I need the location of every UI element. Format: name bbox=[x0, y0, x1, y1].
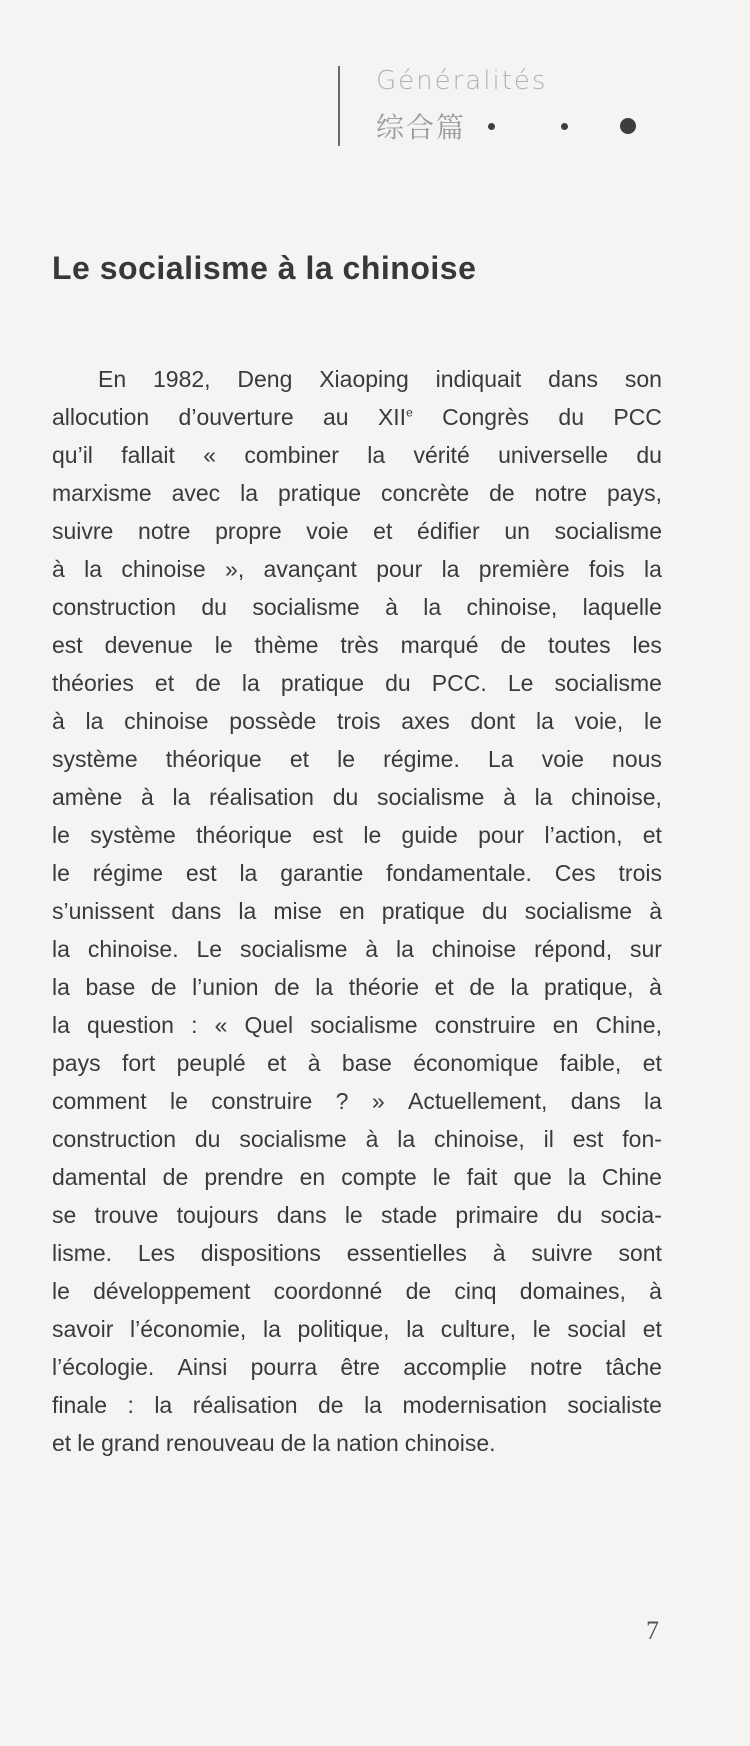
body-word: sont bbox=[618, 1240, 662, 1266]
body-word: édifier bbox=[417, 518, 480, 544]
body-word: faible, bbox=[559, 1050, 622, 1076]
body-word: socialisme bbox=[524, 898, 633, 924]
body-line bbox=[52, 1234, 662, 1272]
body-word: la bbox=[510, 974, 529, 1000]
body-word: à bbox=[649, 1278, 662, 1304]
body-word: Chine bbox=[601, 1164, 662, 1190]
body-word: laquelle bbox=[582, 594, 662, 620]
body-line bbox=[52, 360, 662, 398]
body-word: s’unissent bbox=[52, 898, 155, 924]
body-word: garantie bbox=[280, 860, 364, 886]
body-line bbox=[52, 892, 662, 930]
body-word: système bbox=[52, 746, 138, 772]
body-word: Xiaoping bbox=[319, 366, 409, 392]
body-word: avec bbox=[171, 480, 221, 506]
body-line bbox=[52, 474, 662, 512]
body-word: être bbox=[340, 1354, 380, 1380]
body-word: question bbox=[87, 1012, 174, 1038]
section-title-chinese: 综合篇 bbox=[376, 111, 467, 144]
body-word: concrète bbox=[380, 480, 470, 506]
article-title: Le socialisme à la chinoise bbox=[52, 250, 477, 286]
body-word: répond, bbox=[534, 936, 613, 962]
body-word: le bbox=[52, 1278, 70, 1304]
body-word: culture, bbox=[440, 1316, 517, 1342]
body-word: Quel bbox=[244, 1012, 294, 1038]
body-word: toujours bbox=[176, 1202, 259, 1228]
body-line bbox=[52, 626, 662, 664]
body-word: socialisme bbox=[376, 784, 485, 810]
body-word: socialisme bbox=[310, 1012, 418, 1038]
body-word: modernisation bbox=[402, 1392, 547, 1418]
body-word: fon- bbox=[622, 1126, 662, 1152]
body-word: la bbox=[643, 556, 662, 582]
body-word: et bbox=[642, 1050, 662, 1076]
body-word: d’ouverture bbox=[178, 404, 294, 430]
body-word: de bbox=[500, 632, 527, 658]
body-word: de bbox=[162, 1164, 189, 1190]
body-word: le bbox=[643, 708, 662, 734]
page-number: 7 bbox=[646, 1616, 659, 1645]
body-word: politique, bbox=[297, 1316, 390, 1342]
body-word: la bbox=[172, 784, 191, 810]
body-word: du bbox=[558, 404, 584, 430]
body-word: Chine, bbox=[595, 1012, 662, 1038]
body-line bbox=[52, 1348, 662, 1386]
body-word: marxisme bbox=[52, 480, 152, 506]
body-word: et bbox=[289, 746, 309, 772]
body-word: chinoise. bbox=[404, 1430, 496, 1456]
body-word: à bbox=[503, 784, 516, 810]
body-word: domaines, bbox=[519, 1278, 626, 1304]
body-word: l’union bbox=[192, 974, 259, 1000]
body-word: », bbox=[225, 556, 245, 582]
body-line bbox=[52, 550, 662, 588]
body-word: comment bbox=[52, 1088, 147, 1114]
body-word: mise bbox=[273, 898, 322, 924]
body-line bbox=[52, 1120, 662, 1158]
body-line bbox=[52, 968, 662, 1006]
large-dot-icon bbox=[620, 118, 636, 134]
body-word: allocution bbox=[52, 404, 150, 430]
body-word: de bbox=[150, 974, 177, 1000]
body-word: chinoise, bbox=[433, 1126, 525, 1152]
body-word: socia- bbox=[600, 1202, 662, 1228]
body-word: avançant bbox=[263, 556, 357, 582]
body-word: voie bbox=[306, 518, 349, 544]
body-word: : bbox=[191, 1012, 198, 1038]
body-word: dispositions bbox=[200, 1240, 321, 1266]
body-word: la bbox=[52, 974, 70, 1000]
body-word: son bbox=[624, 366, 662, 392]
body-word: la bbox=[312, 1430, 331, 1456]
body-word: dans bbox=[548, 366, 598, 392]
body-word: essentielles bbox=[346, 1240, 467, 1266]
body-word: en bbox=[299, 1164, 326, 1190]
body-word: la bbox=[239, 860, 258, 886]
body-word: construire bbox=[434, 1012, 536, 1038]
body-word: à bbox=[141, 784, 154, 810]
body-word: propre bbox=[215, 518, 282, 544]
body-word: le bbox=[214, 632, 233, 658]
body-word: la bbox=[52, 1012, 70, 1038]
body-word: tâche bbox=[605, 1354, 662, 1380]
body-word: économique bbox=[413, 1050, 539, 1076]
body-word: fait bbox=[466, 1164, 498, 1190]
body-word: Ainsi bbox=[177, 1354, 228, 1380]
body-word: théorique bbox=[165, 746, 262, 772]
body-line bbox=[52, 1044, 662, 1082]
body-word: : bbox=[127, 1392, 134, 1418]
body-word: le bbox=[169, 1088, 188, 1114]
body-word: XIIe bbox=[377, 404, 413, 430]
body-word: socialiste bbox=[567, 1392, 662, 1418]
body-word: construire bbox=[211, 1088, 313, 1114]
body-word: la bbox=[567, 1164, 586, 1190]
body-line bbox=[52, 740, 662, 778]
body-word: régime bbox=[92, 860, 164, 886]
body-word: socialisme bbox=[252, 594, 360, 620]
body-word: de bbox=[195, 670, 221, 696]
body-word: à bbox=[365, 936, 379, 962]
body-word: pays, bbox=[607, 480, 662, 506]
body-word: fort bbox=[122, 1050, 156, 1076]
body-word: dans bbox=[276, 1202, 327, 1228]
body-line bbox=[52, 1196, 662, 1234]
body-word: du bbox=[636, 442, 662, 468]
body-word: pratique bbox=[381, 898, 465, 924]
body-word: la bbox=[406, 1316, 425, 1342]
body-word: pratique bbox=[280, 670, 365, 696]
body-word: développement bbox=[93, 1278, 251, 1304]
body-word: se bbox=[52, 1202, 77, 1228]
body-word: construction bbox=[52, 594, 177, 620]
body-word: guide bbox=[401, 822, 458, 848]
body-word: les bbox=[632, 632, 662, 658]
body-line bbox=[52, 854, 662, 892]
body-line bbox=[52, 1006, 662, 1044]
body-word: de bbox=[280, 1430, 307, 1456]
body-line bbox=[52, 512, 662, 550]
body-word: combiner bbox=[244, 442, 339, 468]
body-word: notre bbox=[138, 518, 191, 544]
body-line bbox=[52, 816, 662, 854]
body-line bbox=[52, 1158, 662, 1196]
body-word: fallait bbox=[121, 442, 175, 468]
body-word: la bbox=[423, 594, 442, 620]
body-word: socialisme bbox=[240, 936, 348, 962]
body-word: pratique bbox=[277, 480, 362, 506]
body-word: dont bbox=[470, 708, 516, 734]
body-word: la bbox=[315, 974, 334, 1000]
body-word: chinoise, bbox=[571, 784, 662, 810]
body-word: nation bbox=[336, 1430, 399, 1456]
body-word: renouveau bbox=[165, 1430, 275, 1456]
body-line bbox=[52, 702, 662, 740]
body-word: cinq bbox=[454, 1278, 497, 1304]
body-word: lisme. bbox=[52, 1240, 113, 1266]
body-word: En bbox=[98, 366, 127, 392]
body-word: en bbox=[339, 898, 365, 924]
body-word: socialisme bbox=[554, 518, 662, 544]
body-word: pratique, bbox=[544, 974, 634, 1000]
body-word: du bbox=[385, 670, 411, 696]
body-word: la bbox=[241, 670, 260, 696]
body-word: construction bbox=[52, 1126, 177, 1152]
body-word: notre bbox=[530, 1354, 583, 1380]
body-word: est bbox=[185, 860, 217, 886]
body-word: le bbox=[532, 1316, 551, 1342]
body-word: Ces bbox=[554, 860, 596, 886]
body-word: Actuellement, bbox=[408, 1088, 548, 1114]
body-word: et bbox=[642, 822, 662, 848]
body-word: Les bbox=[137, 1240, 175, 1266]
body-word: base bbox=[85, 974, 136, 1000]
body-word: la bbox=[52, 936, 70, 962]
body-word: théorique bbox=[196, 822, 293, 848]
body-word: au bbox=[322, 404, 349, 430]
small-dot-icon bbox=[488, 123, 495, 130]
body-word: la bbox=[154, 1392, 173, 1418]
body-word: qu’il bbox=[52, 442, 93, 468]
body-word: sur bbox=[630, 936, 662, 962]
body-word: amène bbox=[52, 784, 123, 810]
body-word: du bbox=[332, 784, 359, 810]
body-word: est bbox=[52, 632, 83, 658]
body-word: à bbox=[385, 594, 398, 620]
body-word: l’action, bbox=[544, 822, 623, 848]
body-line bbox=[52, 588, 662, 626]
body-word: social bbox=[567, 1316, 627, 1342]
body-line bbox=[52, 398, 662, 436]
body-word: pour bbox=[478, 822, 525, 848]
body-word: thème bbox=[254, 632, 319, 658]
body-word: universelle bbox=[498, 442, 609, 468]
body-word: voie, bbox=[574, 708, 624, 734]
body-word: trois bbox=[618, 860, 662, 886]
body-word: suivre bbox=[52, 518, 114, 544]
body-word: possède bbox=[229, 708, 317, 734]
body-word: de bbox=[274, 974, 300, 1000]
body-line bbox=[52, 1424, 662, 1462]
body-word: chinoise bbox=[121, 556, 206, 582]
body-word: chinoise bbox=[124, 708, 209, 734]
body-word: stade bbox=[380, 1202, 438, 1228]
body-word: savoir bbox=[52, 1316, 114, 1342]
body-word: la bbox=[644, 1088, 662, 1114]
body-word: suivre bbox=[531, 1240, 593, 1266]
body-word: la bbox=[240, 480, 259, 506]
body-word: Le bbox=[507, 670, 534, 696]
body-word: la bbox=[262, 1316, 281, 1342]
body-word: damental bbox=[52, 1164, 147, 1190]
body-word: le bbox=[77, 1430, 96, 1456]
body-word: le bbox=[52, 860, 70, 886]
body-word: grand bbox=[101, 1430, 160, 1456]
body-word: est bbox=[312, 822, 344, 848]
body-word: finale bbox=[52, 1392, 107, 1418]
body-word: la bbox=[534, 784, 553, 810]
body-word: devenue bbox=[104, 632, 193, 658]
body-word: le bbox=[52, 822, 70, 848]
body-word: que bbox=[513, 1164, 552, 1190]
body-word: et bbox=[434, 974, 454, 1000]
body-word: théories bbox=[52, 670, 134, 696]
body-word: en bbox=[552, 1012, 579, 1038]
body-word: et bbox=[642, 1316, 662, 1342]
body-word: et bbox=[154, 670, 175, 696]
body-line bbox=[52, 1310, 662, 1348]
body-word: de bbox=[489, 480, 515, 506]
body-word: à bbox=[307, 1050, 321, 1076]
body-word: prendre bbox=[204, 1164, 284, 1190]
body-word: régime. bbox=[383, 746, 460, 772]
body-word: pays bbox=[52, 1050, 101, 1076]
body-word: « bbox=[214, 1012, 228, 1038]
body-word: compte bbox=[341, 1164, 417, 1190]
body-word: à bbox=[492, 1240, 506, 1266]
body-word: la bbox=[364, 1392, 382, 1418]
body-word: la bbox=[395, 936, 414, 962]
body-line bbox=[52, 930, 662, 968]
body-word: il bbox=[543, 1126, 554, 1152]
body-word: la bbox=[441, 556, 460, 582]
body-word: le bbox=[344, 1202, 363, 1228]
body-word: et bbox=[52, 1430, 72, 1456]
body-word: dans bbox=[570, 1088, 621, 1114]
section-title-french: Généralités bbox=[376, 66, 548, 96]
body-line bbox=[52, 1082, 662, 1120]
body-line bbox=[52, 778, 662, 816]
body-word: notre bbox=[534, 480, 588, 506]
body-word: peuplé bbox=[176, 1050, 246, 1076]
body-word: la bbox=[397, 1126, 416, 1152]
body-word: du bbox=[556, 1202, 583, 1228]
body-word: pour bbox=[376, 556, 423, 582]
body-word: le bbox=[432, 1164, 451, 1190]
body-word: toutes bbox=[547, 632, 611, 658]
body-word: socialisme bbox=[239, 1126, 347, 1152]
body-word: indiquait bbox=[435, 366, 522, 392]
body-word: l’économie, bbox=[129, 1316, 247, 1342]
body-word: ? bbox=[335, 1088, 349, 1114]
body-word: et bbox=[267, 1050, 287, 1076]
body-word: dans bbox=[171, 898, 222, 924]
body-word: est bbox=[572, 1126, 604, 1152]
body-word: chinoise bbox=[431, 936, 517, 962]
body-word: trouve bbox=[94, 1202, 159, 1228]
body-word: fondamentale. bbox=[386, 860, 532, 886]
body-word: coordonné bbox=[273, 1278, 383, 1304]
body-word: fois bbox=[588, 556, 625, 582]
body-word: du bbox=[194, 1126, 221, 1152]
body-word: 1982, bbox=[152, 366, 211, 392]
body-word: nous bbox=[612, 746, 662, 772]
body-line bbox=[52, 1272, 662, 1310]
body-word: l’écologie. bbox=[52, 1354, 155, 1380]
body-word: la bbox=[238, 898, 257, 924]
body-word: PCC bbox=[613, 404, 662, 430]
body-word: réalisation bbox=[209, 784, 314, 810]
body-word: « bbox=[203, 442, 217, 468]
body-word: très bbox=[340, 632, 379, 658]
body-word: le bbox=[337, 746, 356, 772]
section-title-row bbox=[376, 106, 636, 146]
body-word: à bbox=[649, 974, 662, 1000]
body-word: de bbox=[318, 1392, 344, 1418]
body-word: système bbox=[90, 822, 176, 848]
body-word: à bbox=[649, 898, 662, 924]
body-word: la bbox=[536, 708, 554, 734]
body-line bbox=[52, 436, 662, 474]
body-word: » bbox=[371, 1088, 385, 1114]
body-word: trois bbox=[337, 708, 381, 734]
body-word: Congrès bbox=[442, 404, 530, 430]
body-line bbox=[52, 1386, 662, 1424]
section-header bbox=[338, 66, 636, 146]
body-word: Le bbox=[196, 936, 223, 962]
body-word: chinoise, bbox=[466, 594, 558, 620]
body-word: réalisation bbox=[192, 1392, 298, 1418]
body-word: pourra bbox=[250, 1354, 318, 1380]
body-word: du bbox=[201, 594, 227, 620]
body-word: La bbox=[487, 746, 514, 772]
body-word: du bbox=[482, 898, 508, 924]
body-word: primaire bbox=[455, 1202, 539, 1228]
small-dot-icon bbox=[561, 123, 568, 130]
body-word: à bbox=[52, 708, 65, 734]
body-word: théorie bbox=[348, 974, 420, 1000]
body-word: à bbox=[52, 556, 65, 582]
body-word: la bbox=[367, 442, 386, 468]
body-word: accomplie bbox=[403, 1354, 507, 1380]
body-word: la bbox=[84, 556, 103, 582]
body-line bbox=[52, 664, 662, 702]
body-word: le bbox=[363, 822, 382, 848]
article-body bbox=[52, 360, 662, 1462]
body-word: première bbox=[478, 556, 570, 582]
body-word: voie bbox=[541, 746, 584, 772]
body-word: un bbox=[504, 518, 530, 544]
body-word: vérité bbox=[413, 442, 470, 468]
body-word: à bbox=[365, 1126, 379, 1152]
body-word: PCC. bbox=[431, 670, 487, 696]
body-word: Deng bbox=[237, 366, 293, 392]
body-word: de bbox=[469, 974, 495, 1000]
body-word: la bbox=[85, 708, 104, 734]
body-word: marqué bbox=[400, 632, 479, 658]
body-word: chinoise. bbox=[87, 936, 179, 962]
body-word: axes bbox=[401, 708, 450, 734]
body-word: et bbox=[373, 518, 393, 544]
body-word: socialisme bbox=[554, 670, 662, 696]
body-word: de bbox=[405, 1278, 432, 1304]
body-word: base bbox=[341, 1050, 392, 1076]
